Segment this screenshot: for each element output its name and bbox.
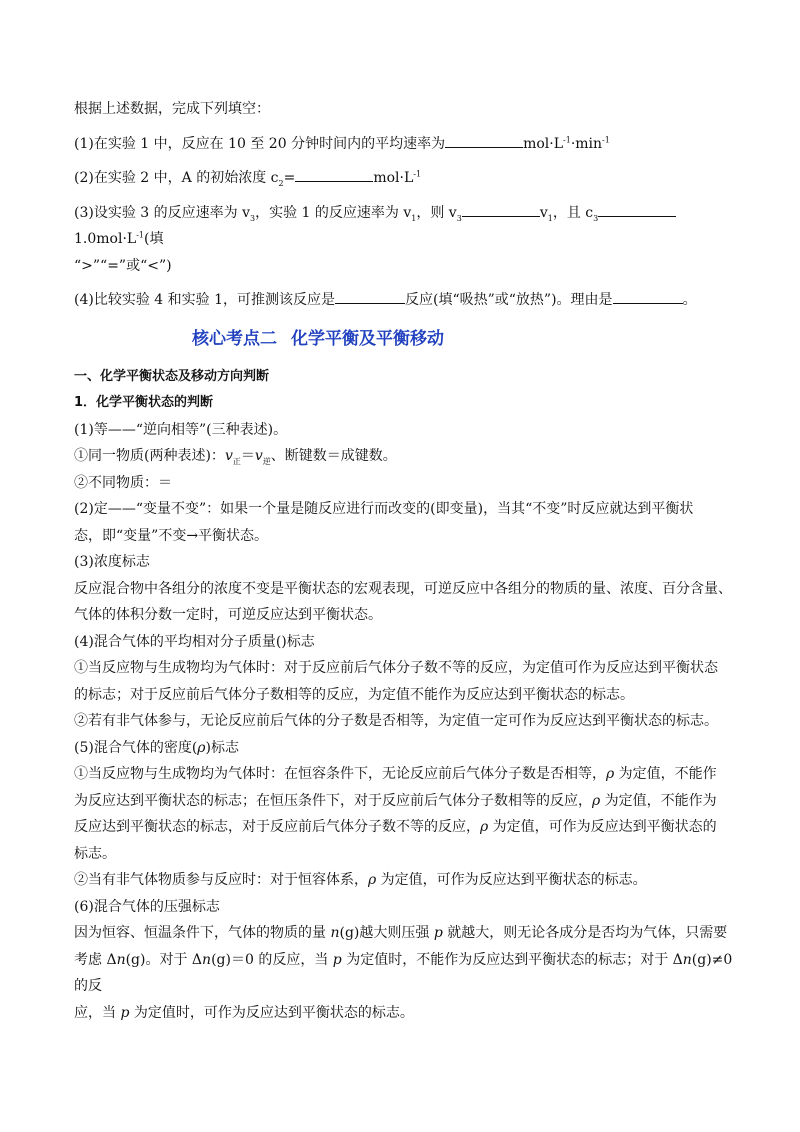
answer-blank[interactable] bbox=[462, 202, 540, 217]
q3-text-b: ，实验 1 的反应速率为 v bbox=[255, 204, 412, 221]
q3-text-d: v bbox=[539, 204, 548, 221]
n-symbol: n bbox=[682, 951, 692, 968]
p-symbol: p bbox=[120, 1004, 130, 1021]
q3-text-g: (填 bbox=[144, 231, 164, 247]
intro-text: 根据上述数据，完成下列填空： bbox=[74, 101, 270, 117]
q4-text-c: 。 bbox=[682, 292, 697, 308]
question-3 bbox=[74, 200, 740, 253]
p14-text: 应，当 bbox=[74, 1004, 121, 1021]
p12-text: 为定值，可作为反应达到平衡状态的标志。 bbox=[376, 872, 647, 888]
subsection-heading: 1．化学平衡状态的判断 bbox=[74, 395, 214, 410]
equals-sign: ＝ bbox=[240, 448, 255, 464]
q3-sub-b: 1 bbox=[411, 213, 417, 223]
v-sub: 逆 bbox=[262, 456, 271, 466]
q3-sub-e: 3 bbox=[593, 213, 599, 223]
q4-text-a: (4)比较实验 4 和实验 1，可推测该反应是 bbox=[74, 292, 335, 308]
paragraph: ①当反应物与生成物均为气体时：对于反应前后气体分子数不等的反应，为定值可作为反应达到平衡状态 bbox=[74, 660, 718, 676]
answer-blank[interactable] bbox=[335, 289, 405, 304]
p11-text: 为定值，不能作为 bbox=[600, 792, 717, 809]
p14-text: (g)越大则压强 bbox=[339, 925, 434, 941]
p14-text: (g)。对于 Δ bbox=[125, 951, 203, 968]
n-symbol: n bbox=[202, 951, 212, 968]
paragraph: 标志。 bbox=[74, 845, 116, 862]
paragraph: (4)混合气体的平均相对分子质量()标志 bbox=[74, 633, 315, 650]
q2-text: (2)在实验 2 中，A 的初始浓度 c bbox=[74, 170, 279, 186]
q3-text-c: ，则 v bbox=[416, 204, 457, 221]
question-1 bbox=[74, 131, 740, 158]
q2-sub: 2 bbox=[278, 178, 284, 188]
paragraph: ②若有非气体参与，无论反应前后气体的分子数是否相等，为定值一定可作为反应达到平衡状态的标志。 bbox=[74, 713, 718, 729]
q1-unit-mid: ·min bbox=[570, 135, 603, 152]
p14-text: 就越大，则无论各成分是否均为气体，只需要 bbox=[442, 925, 728, 941]
p14-text: (g)＝0 的反应，当 bbox=[211, 951, 333, 968]
paragraph bbox=[74, 788, 740, 815]
p14-text: 因为恒容、恒温条件下，气体的物质的量 bbox=[74, 925, 331, 941]
rho-symbol: ρ bbox=[480, 819, 489, 835]
p10-text-a: (5)混合气体的密度( bbox=[74, 739, 198, 756]
q2-sup: -1 bbox=[413, 169, 422, 179]
rho-symbol: ρ bbox=[368, 872, 377, 888]
q1-unit: mol·L bbox=[523, 135, 564, 152]
paragraph bbox=[74, 920, 740, 947]
paragraph: (1)等——“逆向相等”(三种表述)。 bbox=[74, 421, 288, 438]
paragraph bbox=[74, 443, 740, 470]
paragraph: 的标志；对于反应前后气体分子数相等的反应，为定值不能作为反应达到平衡状态的标志。 bbox=[74, 686, 634, 703]
paragraph: (2)定——“变量不变”：如果一个量是随反应进行而改变的(即变量)，当其“不变”时反应就达到平衡状 bbox=[74, 501, 694, 517]
p11-text: 为反应达到平衡状态的标志；在恒压条件下，对于反应前后气体分子数相等的反应， bbox=[74, 792, 592, 809]
title-part-1: 核心考点二 bbox=[192, 328, 277, 349]
q3-line-2: “>”“=”或“<”) bbox=[74, 257, 172, 274]
paragraph bbox=[74, 814, 740, 841]
section-title bbox=[74, 328, 740, 350]
paragraph bbox=[74, 947, 740, 1000]
q3-sub-d: 1 bbox=[547, 213, 553, 223]
q3-sub-c: 3 bbox=[456, 213, 462, 223]
q1-text: (1)在实验 1 中，反应在 10 至 20 分钟时间内的平均速率为 bbox=[74, 135, 446, 152]
paragraph bbox=[74, 1000, 740, 1027]
p14-text: 考虑 Δ bbox=[74, 951, 117, 968]
answer-blank[interactable] bbox=[295, 167, 373, 182]
rho-symbol: ρ bbox=[592, 792, 601, 809]
q3-text-f: 1.0mol·L bbox=[74, 231, 137, 247]
q2-unit: mol·L bbox=[373, 170, 414, 186]
paragraph: (6)混合气体的压强标志 bbox=[74, 898, 220, 915]
rho-symbol: ρ bbox=[197, 739, 206, 756]
q1-unit-sup1: -1 bbox=[563, 134, 571, 144]
paragraph: 反应混合物中各组分的浓度不变是平衡状态的宏观表现，可逆反应中各组分的物质的量、浓度、百分含量、 bbox=[74, 580, 732, 597]
answer-blank[interactable] bbox=[613, 289, 683, 304]
v-sub: 正 bbox=[232, 456, 241, 466]
title-part-2: 化学平衡及平衡移动 bbox=[291, 328, 444, 349]
p14-text: 为定值时，不能作为反应达到平衡状态的标志；对于 Δ bbox=[341, 951, 683, 968]
paragraph: 态，即“变量”不变→平衡状态。 bbox=[74, 527, 269, 544]
answer-blank[interactable] bbox=[598, 202, 676, 217]
question-2 bbox=[74, 165, 740, 192]
p14-text: 为定值时，可作为反应达到平衡状态的标志。 bbox=[129, 1004, 414, 1021]
section-heading: 一、化学平衡状态及移动方向判断 bbox=[74, 368, 270, 384]
paragraph bbox=[74, 735, 740, 762]
paragraph bbox=[74, 761, 740, 788]
v-symbol: v bbox=[224, 448, 233, 464]
q1-unit-sup2: -1 bbox=[602, 134, 610, 144]
p11-text: 为定值，可作为反应达到平衡状态的 bbox=[488, 819, 717, 835]
q3-sup-f: -1 bbox=[136, 230, 144, 240]
p14-text: (g)≠0 的反 bbox=[74, 951, 733, 994]
paragraph bbox=[74, 867, 740, 894]
p11-text: 反应达到平衡状态的标志，对于反应前后气体分子数不等的反应， bbox=[74, 819, 480, 835]
answer-blank[interactable] bbox=[445, 133, 523, 148]
rho-symbol: ρ bbox=[606, 766, 615, 782]
p-symbol: p bbox=[433, 925, 443, 941]
paragraph: ②不同物质：＝ bbox=[74, 474, 172, 491]
p11-text: 为定值，不能作 bbox=[614, 766, 717, 782]
q4-text-b: 反应(填“吸热”或“放热”)。理由是 bbox=[405, 292, 613, 308]
q3-text-a: (3)设实验 3 的反应速率为 v bbox=[74, 204, 250, 221]
p-symbol: p bbox=[332, 951, 342, 968]
p11-text: ①当反应物与生成物均为气体时：在恒容条件下，无论反应前后气体分子数是否相等， bbox=[74, 766, 606, 782]
n-symbol: n bbox=[330, 925, 340, 941]
q3-text-e: ，且 c bbox=[552, 204, 594, 221]
p12-text: ②当有非气体物质参与反应时：对于恒容体系， bbox=[74, 872, 368, 888]
q2-eq: = bbox=[283, 170, 296, 186]
v-symbol: v bbox=[254, 448, 263, 464]
p10-text-b: )标志 bbox=[205, 739, 239, 756]
p2-text: ①同一物质(两种表述)： bbox=[74, 448, 225, 464]
paragraph: 气体的体积分数一定时，可逆反应达到平衡状态。 bbox=[74, 607, 382, 623]
q3-sub-a: 3 bbox=[250, 213, 256, 223]
n-symbol: n bbox=[116, 951, 126, 968]
paragraph: (3)浓度标志 bbox=[74, 554, 150, 570]
question-4 bbox=[74, 287, 740, 314]
p2-text-b: 、断键数＝成键数。 bbox=[270, 448, 397, 464]
